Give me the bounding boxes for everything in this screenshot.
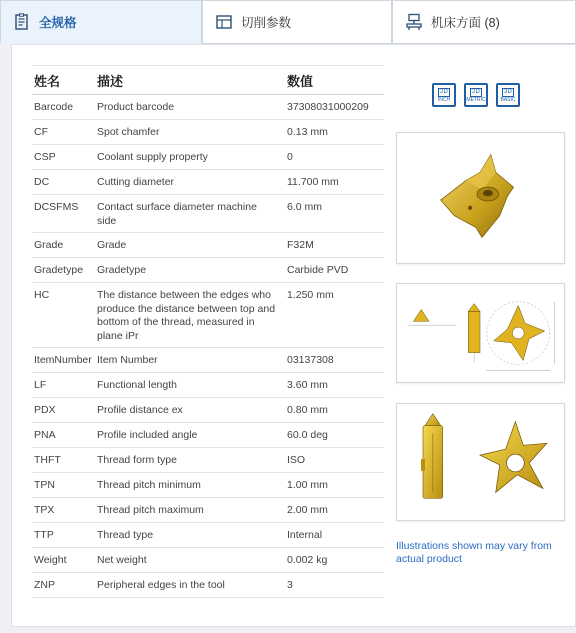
- spec-description-cell: Functional length: [95, 373, 285, 398]
- metric-2d-drawing-icon[interactable]: [464, 83, 488, 107]
- spec-value-cell: 1.250 mm: [285, 283, 384, 348]
- spec-value-cell: ISO: [285, 448, 384, 473]
- table-row: [32, 195, 384, 233]
- spec-description-cell: Net weight: [95, 548, 285, 573]
- table-row: [32, 523, 384, 548]
- table-row: [32, 95, 384, 120]
- spec-name-cell: Weight: [32, 548, 95, 573]
- spec-name-cell: PNA: [32, 423, 95, 448]
- table-row: [32, 448, 384, 473]
- unit-caption: METRIC: [466, 96, 486, 103]
- insert-illustration-image: [397, 404, 564, 520]
- spec-sheet-icon: [13, 13, 31, 31]
- table-row: [32, 373, 384, 398]
- table-row: [32, 398, 384, 423]
- tab-machine-side[interactable]: [392, 0, 576, 44]
- spec-value-cell: 2.00 mm: [285, 498, 384, 523]
- table-row: [32, 258, 384, 283]
- spec-name-cell: TTP: [32, 523, 95, 548]
- spec-name-cell: PDX: [32, 398, 95, 423]
- spec-value-cell: 0: [285, 145, 384, 170]
- spec-name-cell: DC: [32, 170, 95, 195]
- spec-value-cell: 37308031000209: [285, 95, 384, 120]
- product-illustration[interactable]: [396, 403, 565, 521]
- spec-value-cell: 6.0 mm: [285, 195, 384, 233]
- spec-value-cell: 11.700 mm: [285, 170, 384, 195]
- tab-cutting-params[interactable]: [202, 0, 392, 44]
- tab-full-specs[interactable]: [0, 0, 202, 44]
- spec-name-cell: TPX: [32, 498, 95, 523]
- spec-description-cell: Profile included angle: [95, 423, 285, 448]
- table-row: [32, 145, 384, 170]
- unit-box-label: 2D: [470, 88, 482, 97]
- table-row: [32, 233, 384, 258]
- spec-value-cell: 3.60 mm: [285, 373, 384, 398]
- spec-name-cell: HC: [32, 283, 95, 348]
- spec-name-cell: Grade: [32, 233, 95, 258]
- spec-value-cell: 03137308: [285, 348, 384, 373]
- spec-description-cell: Cutting diameter: [95, 170, 285, 195]
- spec-name-cell: CSP: [32, 145, 95, 170]
- table-row: [32, 423, 384, 448]
- unit-caption: BASIC: [500, 96, 516, 103]
- spec-description-cell: Thread type: [95, 523, 285, 548]
- specs-table: [32, 65, 384, 598]
- unit-box-label: 3D: [502, 88, 514, 97]
- tab-label: 全规格: [39, 15, 77, 30]
- illustration-disclaimer: Illustrations shown may vary from actual product: [396, 540, 552, 565]
- column-header-description: 描述: [95, 66, 285, 95]
- spec-value-cell: Internal: [285, 523, 384, 548]
- spec-description-cell: Peripheral edges in the tool: [95, 573, 285, 598]
- spec-name-cell: CF: [32, 120, 95, 145]
- machine-icon: [405, 13, 423, 31]
- spec-name-cell: ZNP: [32, 573, 95, 598]
- spec-name-cell: LF: [32, 373, 95, 398]
- spec-value-cell: 60.0 deg: [285, 423, 384, 448]
- table-row: [32, 573, 384, 598]
- tab-bar: [0, 0, 576, 44]
- tab-label: 切削参数: [241, 16, 292, 30]
- spec-value-cell: 0.002 kg: [285, 548, 384, 573]
- table-row: [32, 548, 384, 573]
- spec-name-cell: DCSFMS: [32, 195, 95, 233]
- spec-description-cell: Item Number: [95, 348, 285, 373]
- table-row: [32, 498, 384, 523]
- spec-description-cell: Grade: [95, 233, 285, 258]
- spec-name-cell: TPN: [32, 473, 95, 498]
- specs-panel: [11, 44, 576, 627]
- spec-description-cell: Thread form type: [95, 448, 285, 473]
- table-row: [32, 170, 384, 195]
- product-photo[interactable]: [396, 132, 565, 264]
- technical-drawing-image: [397, 284, 564, 382]
- spec-value-cell: 3: [285, 573, 384, 598]
- spec-value-cell: 0.13 mm: [285, 120, 384, 145]
- spec-value-cell: 0.80 mm: [285, 398, 384, 423]
- spec-description-cell: Product barcode: [95, 95, 285, 120]
- inch-2d-drawing-icon[interactable]: [432, 83, 456, 107]
- drawing-format-buttons: [432, 83, 520, 107]
- spec-name-cell: Gradetype: [32, 258, 95, 283]
- unit-box-label: 2D: [438, 88, 450, 97]
- table-row: [32, 120, 384, 145]
- spec-value-cell: 1.00 mm: [285, 473, 384, 498]
- spec-description-cell: The distance between the edges who produce the distance between top and bottom of the thread, measured in plane iPr: [95, 283, 285, 348]
- cutting-params-icon: [215, 13, 233, 31]
- spec-description-cell: Spot chamfer: [95, 120, 285, 145]
- table-row: [32, 473, 384, 498]
- spec-description-cell: Coolant supply property: [95, 145, 285, 170]
- spec-name-cell: ItemNumber: [32, 348, 95, 373]
- spec-name-cell: Barcode: [32, 95, 95, 120]
- insert-3d-render-image: [397, 133, 564, 263]
- unit-caption: INCH: [437, 96, 451, 103]
- dimension-drawing[interactable]: [396, 283, 565, 383]
- spec-value-cell: Carbide PVD: [285, 258, 384, 283]
- column-header-value: 数值: [285, 66, 384, 95]
- spec-description-cell: Gradetype: [95, 258, 285, 283]
- basic-3d-model-icon[interactable]: [496, 83, 520, 107]
- table-header-row: [32, 66, 384, 95]
- spec-value-cell: F32M: [285, 233, 384, 258]
- spec-name-cell: THFT: [32, 448, 95, 473]
- spec-description-cell: Contact surface diameter machine side: [95, 195, 285, 233]
- table-row: [32, 348, 384, 373]
- table-row: [32, 283, 384, 348]
- spec-description-cell: Thread pitch maximum: [95, 498, 285, 523]
- column-header-name: 姓名: [32, 66, 95, 95]
- tab-label: 机床方面 (8): [431, 16, 500, 30]
- spec-description-cell: Thread pitch minimum: [95, 473, 285, 498]
- spec-description-cell: Profile distance ex: [95, 398, 285, 423]
